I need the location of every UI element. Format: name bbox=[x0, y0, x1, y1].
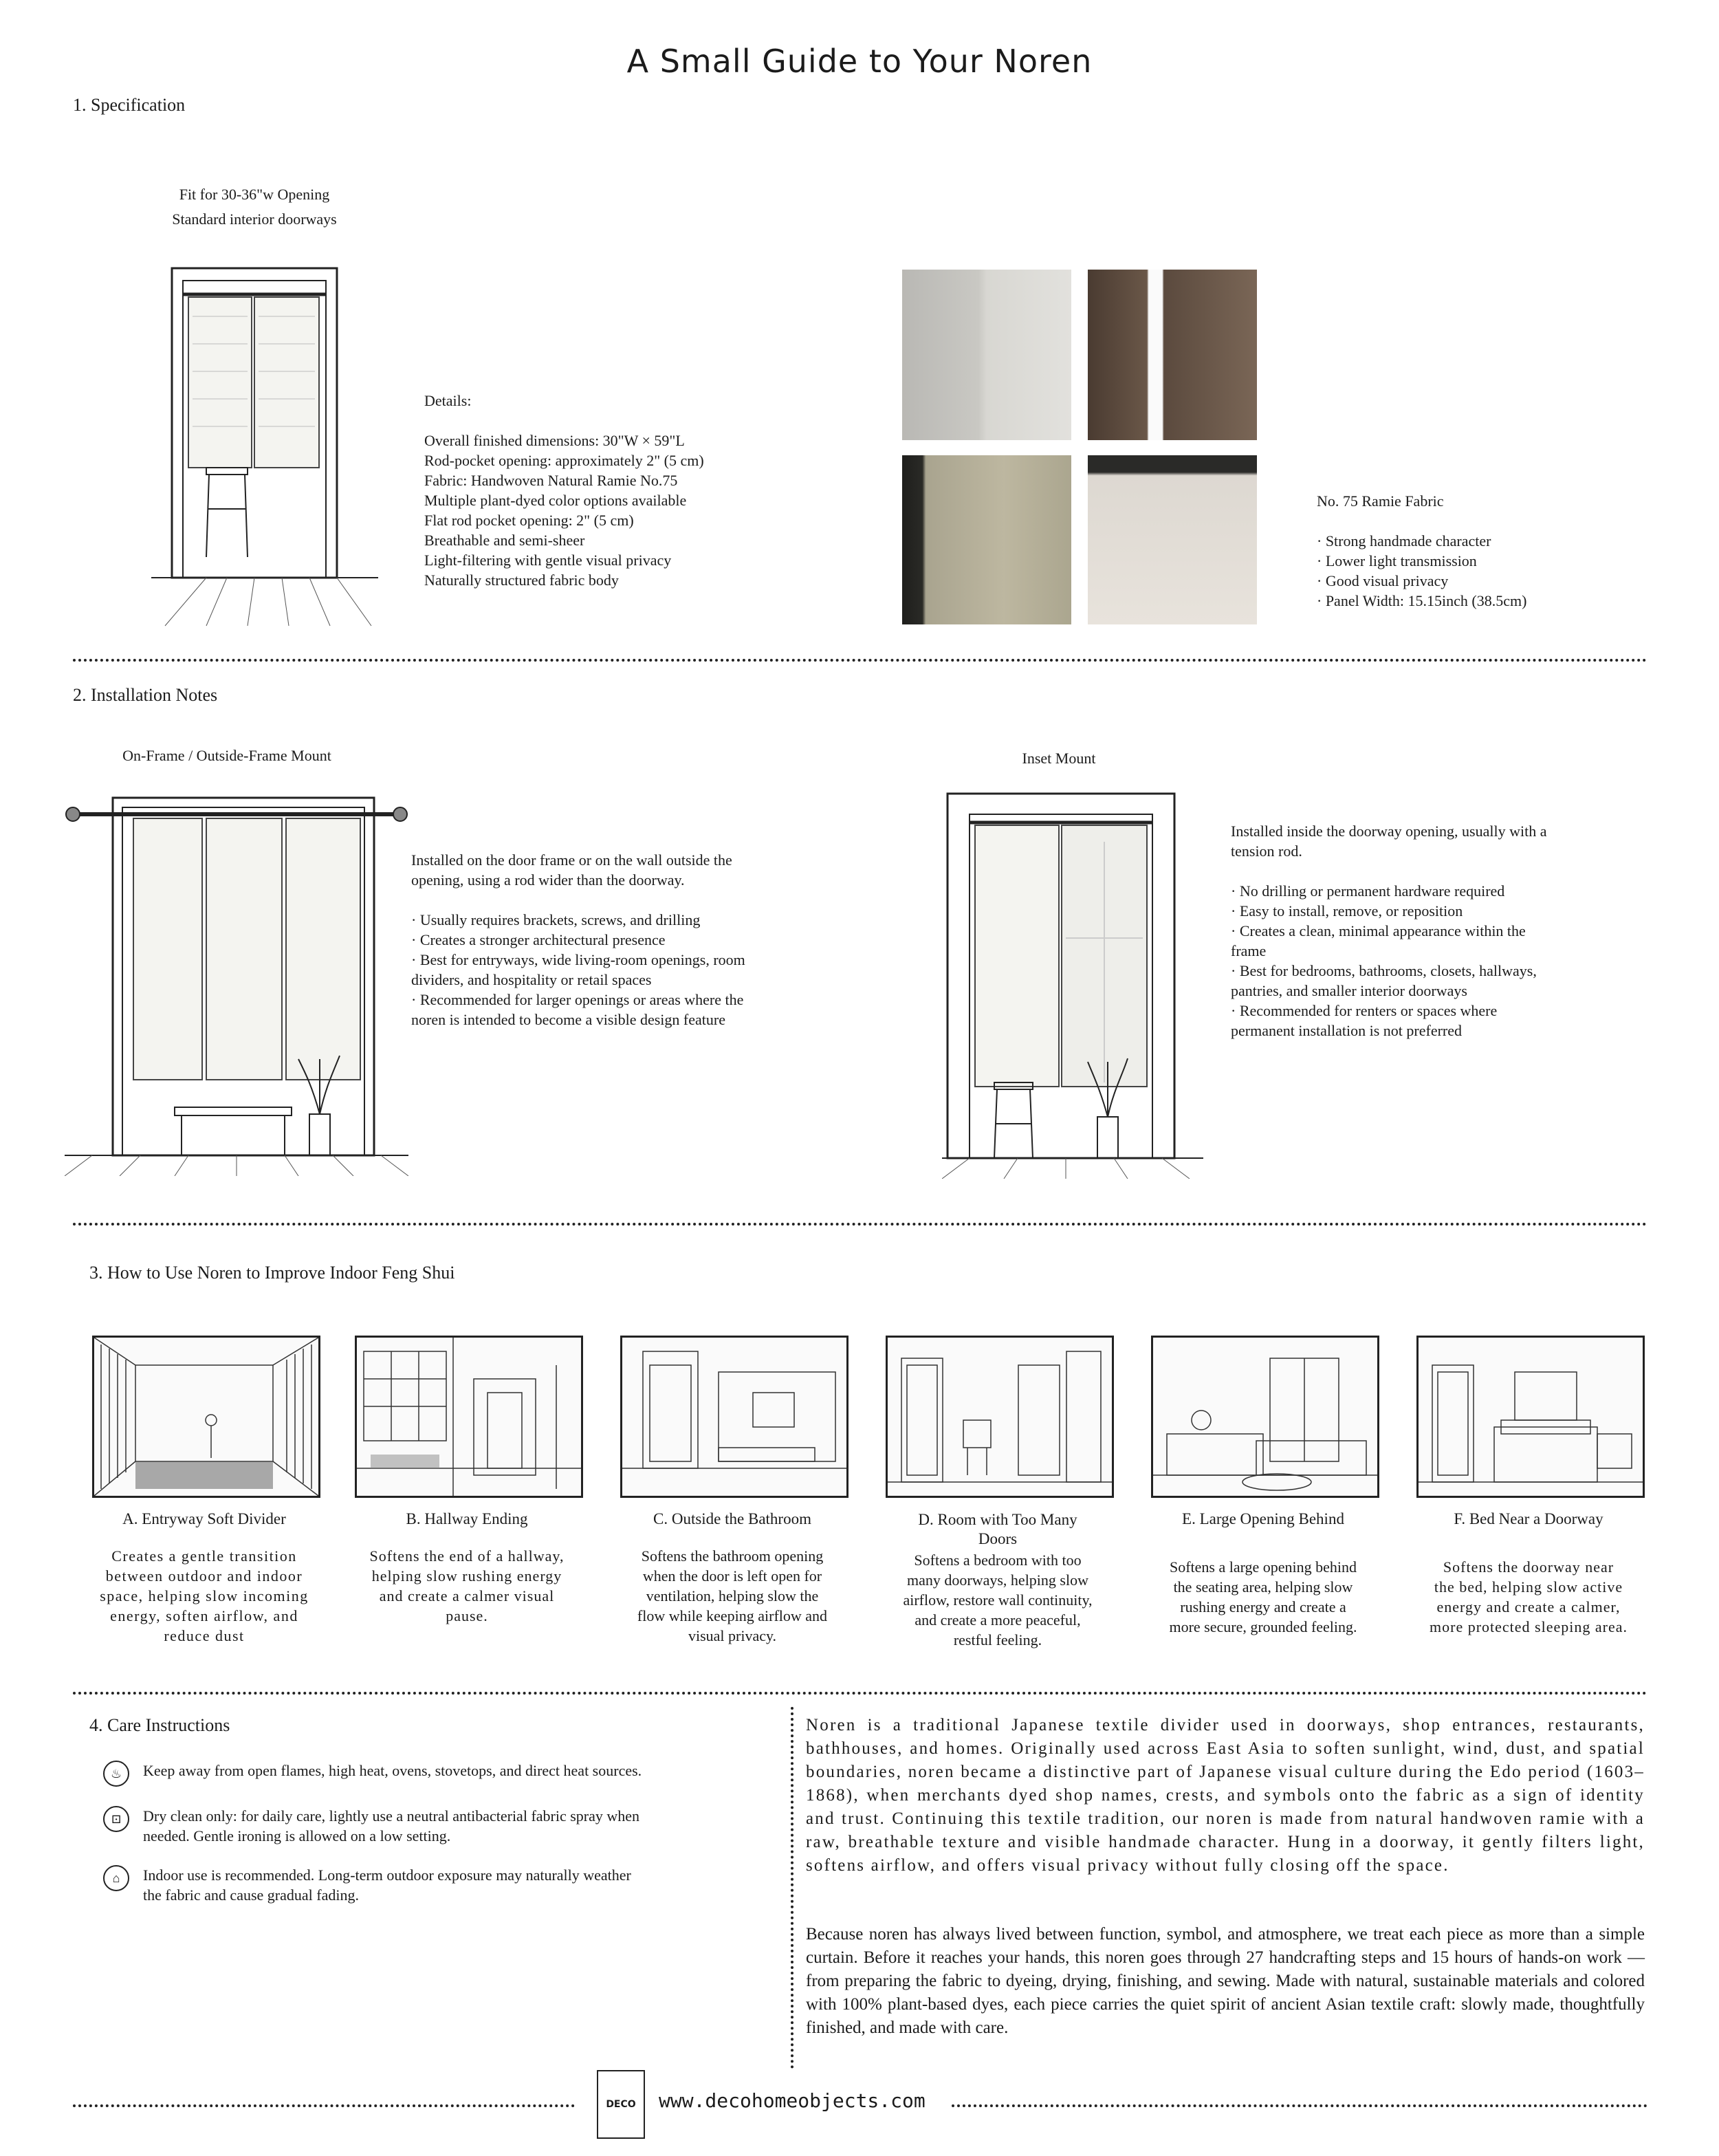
card-line: ventilation, helping slow the bbox=[646, 1587, 819, 1604]
card-line: Softens the end of a hallway, bbox=[369, 1547, 565, 1565]
details-item: Light-filtering with gentle visual privacy bbox=[424, 552, 672, 569]
scene-hallway bbox=[355, 1336, 583, 1498]
inset-description bbox=[1231, 821, 1546, 1041]
onframe-line: · Best for entryways, wide living-room openings, room bbox=[411, 951, 745, 968]
card-title: D. Room with Too Many Doors bbox=[918, 1511, 1077, 1547]
inset-line: · No drilling or permanent hardware required bbox=[1231, 882, 1505, 900]
care-item bbox=[103, 1806, 763, 1846]
fit-caption bbox=[138, 186, 371, 228]
onframe-title: On-Frame / Outside-Frame Mount bbox=[122, 747, 331, 764]
fabric-info bbox=[1317, 491, 1526, 611]
care-line: Dry clean only: for daily care, lightly use a neutral antibacterial fabric spray when bbox=[143, 1807, 640, 1825]
onframe-line: · Creates a stronger architectural presence bbox=[411, 931, 666, 948]
care-line: needed. Gentle ironing is allowed on a low setting. bbox=[143, 1827, 451, 1844]
feng-card-a bbox=[76, 1510, 333, 1646]
section-heading-installation: 2. Installation Notes bbox=[73, 685, 218, 705]
details-item: Flat rod pocket opening: 2" (5 cm) bbox=[424, 512, 634, 529]
inset-line: · Recommended for renters or spaces where bbox=[1231, 1002, 1498, 1019]
section-heading-care: 4. Care Instructions bbox=[89, 1715, 230, 1735]
details-item: Naturally structured fabric body bbox=[424, 571, 619, 589]
inset-line: pantries, and smaller interior doorways bbox=[1231, 982, 1467, 999]
details-item: Multiple plant-dyed color options available bbox=[424, 492, 687, 509]
card-line: Creates a gentle transition bbox=[111, 1547, 297, 1565]
feng-card-e bbox=[1135, 1510, 1392, 1637]
feng-card-c bbox=[604, 1510, 861, 1646]
fabric-point: · Panel Width: 15.15inch (38.5cm) bbox=[1317, 592, 1527, 609]
inset-line: tension rod. bbox=[1231, 842, 1302, 860]
card-title: B. Hallway Ending bbox=[406, 1510, 528, 1527]
card-line: helping slow rushing energy bbox=[371, 1567, 562, 1585]
inset-title: Inset Mount bbox=[1022, 750, 1096, 767]
divider bbox=[73, 659, 1647, 662]
fit-line-1: Fit for 30-36"w Opening bbox=[179, 186, 330, 203]
page-title: A Small Guide to Your Noren bbox=[626, 43, 1093, 80]
card-line: rushing energy and create a bbox=[1180, 1598, 1346, 1615]
card-line: visual privacy. bbox=[688, 1627, 777, 1644]
onframe-description bbox=[411, 850, 745, 1030]
scene-bed-doorway bbox=[1416, 1336, 1645, 1498]
card-line: space, helping slow incoming bbox=[100, 1587, 309, 1604]
fabric-swatch-natural bbox=[902, 270, 1071, 440]
details-item: Breathable and semi-sheer bbox=[424, 532, 585, 549]
flame-icon: ♨ bbox=[103, 1761, 129, 1787]
vertical-divider bbox=[791, 1707, 793, 2069]
card-title: E. Large Opening Behind bbox=[1182, 1510, 1344, 1527]
footer-divider-right bbox=[952, 2104, 1647, 2107]
details-block bbox=[424, 391, 704, 590]
fit-line-2: Standard interior doorways bbox=[172, 210, 337, 228]
section-heading-specification: 1. Specification bbox=[73, 95, 186, 115]
scene-bathroom bbox=[620, 1336, 848, 1498]
card-line: and create a calmer visual bbox=[379, 1587, 555, 1604]
inset-line: · Easy to install, remove, or reposition bbox=[1231, 902, 1463, 919]
card-line: between outdoor and indoor bbox=[105, 1567, 303, 1585]
card-title: C. Outside the Bathroom bbox=[653, 1510, 811, 1527]
details-item: Rod-pocket opening: approximately 2" (5 cm) bbox=[424, 452, 704, 469]
card-line: when the door is left open for bbox=[642, 1567, 822, 1585]
care-line: Keep away from open flames, high heat, ovens, stovetops, and direct heat sources. bbox=[143, 1762, 642, 1779]
feng-card-d bbox=[869, 1510, 1126, 1650]
card-line: more secure, grounded feeling. bbox=[1169, 1618, 1357, 1635]
details-item: Overall finished dimensions: 30"W × 59"L bbox=[424, 432, 685, 449]
about-paragraph-2: Because noren has always lived between function, symbol, and atmosphere, we treat each piece as more than a simple curtain. Before it reaches your hands, this noren goes through 27 handcrafting steps and 15 hours of hands-on work — from preparing the fabric to dyeing, drying, finishing, and sewing. Made with natural, sustainable materials and colored with 100% plant-based dyes, each piece carries the quiet spirit of ancient Asian textile craft: slowly made, thoughtfully finished, and made with care. bbox=[806, 1925, 1645, 2037]
card-line: Softens a large opening behind bbox=[1169, 1558, 1357, 1576]
inset-line: frame bbox=[1231, 942, 1267, 959]
card-line: many doorways, helping slow bbox=[907, 1571, 1088, 1589]
scene-many-doors bbox=[886, 1336, 1114, 1498]
onframe-line: noren is intended to become a visible design feature bbox=[411, 1011, 725, 1028]
care-line: the fabric and cause gradual fading. bbox=[143, 1886, 359, 1904]
indoor-icon: ⌂ bbox=[103, 1865, 129, 1891]
fabric-swatch-texture bbox=[902, 455, 1071, 624]
details-title: Details: bbox=[424, 392, 472, 409]
card-line: and create a more peaceful, bbox=[915, 1611, 1081, 1629]
onframe-line: · Recommended for larger openings or areas where the bbox=[411, 991, 744, 1008]
scene-entryway bbox=[92, 1336, 320, 1498]
footer-divider-left bbox=[73, 2104, 575, 2107]
inset-line: · Creates a clean, minimal appearance within the bbox=[1231, 922, 1526, 939]
scene-large-opening bbox=[1151, 1336, 1379, 1498]
fabric-title: No. 75 Ramie Fabric bbox=[1317, 492, 1444, 510]
details-item: Fabric: Handwoven Natural Ramie No.75 bbox=[424, 472, 678, 489]
feng-card-b bbox=[338, 1510, 595, 1626]
inset-line: · Best for bedrooms, bathrooms, closets, hallways, bbox=[1231, 962, 1537, 979]
inset-line: permanent installation is not preferred bbox=[1231, 1022, 1462, 1039]
fabric-point: · Strong handmade character bbox=[1317, 532, 1491, 549]
card-line: Softens the doorway near bbox=[1443, 1558, 1614, 1576]
section-heading-fengshui: 3. How to Use Noren to Improve Indoor Feng Shui bbox=[89, 1263, 455, 1283]
care-line: Indoor use is recommended. Long-term outdoor exposure may naturally weather bbox=[143, 1866, 631, 1884]
inset-illustration bbox=[942, 787, 1203, 1179]
fabric-point: · Good visual privacy bbox=[1317, 572, 1449, 589]
card-line: restful feeling. bbox=[953, 1631, 1042, 1648]
card-line: Softens a bedroom with too bbox=[914, 1551, 1082, 1569]
card-line: Softens the bathroom opening bbox=[641, 1547, 824, 1565]
fabric-swatch-brown bbox=[1088, 270, 1257, 440]
card-line: energy, soften airflow, and bbox=[110, 1607, 298, 1624]
onframe-line: Installed on the door frame or on the wall outside the bbox=[411, 851, 732, 869]
logo bbox=[597, 2070, 645, 2139]
logo-text: DECO bbox=[606, 2099, 636, 2110]
card-line: more protected sleeping area. bbox=[1430, 1618, 1628, 1635]
fabric-point: · Lower light transmission bbox=[1317, 552, 1477, 569]
card-title: F. Bed Near a Doorway bbox=[1454, 1510, 1603, 1527]
card-line: flow while keeping airflow and bbox=[637, 1607, 828, 1624]
about-paragraph-1: Noren is a traditional Japanese textile divider used in doorways, shop entrances, restaurants, bathhouses, and homes. Originally used across East Asia to soften sunlight, wind, dust, and spatial boundaries, noren became a distinctive part of Japanese visual culture during the Edo period (1603–1868), when merchants dyed shop names, crests, and symbols onto the fabric as a sign of identity and trust. Continuing this textile tradition, our noren is made from natural handwoven ramie with a raw, breathable texture and visible handmade character. Hung in a doorway, it gently filters light, softens airflow, and offers visual privacy without fully closing off the space. bbox=[806, 1716, 1645, 1875]
doorway-illustration bbox=[151, 261, 378, 633]
inset-line: Installed inside the doorway opening, usually with a bbox=[1231, 823, 1547, 840]
onframe-illustration bbox=[65, 784, 408, 1176]
onframe-line: dividers, and hospitality or retail spaces bbox=[411, 971, 652, 988]
onframe-line: · Usually requires brackets, screws, and drilling bbox=[411, 911, 701, 928]
card-line: reduce dust bbox=[164, 1627, 245, 1644]
card-title: A. Entryway Soft Divider bbox=[122, 1510, 286, 1527]
dry-clean-icon: ⊡ bbox=[103, 1806, 129, 1832]
card-line: airflow, restore wall continuity, bbox=[903, 1591, 1093, 1609]
card-line: energy and create a calmer, bbox=[1436, 1598, 1621, 1615]
care-item bbox=[103, 1761, 763, 1787]
care-list bbox=[103, 1761, 763, 1905]
care-item bbox=[103, 1865, 763, 1905]
card-line: the bed, helping slow active bbox=[1434, 1578, 1623, 1596]
footer-url[interactable]: www.decohomeobjects.com bbox=[659, 2089, 926, 2112]
fabric-swatch-hanging bbox=[1088, 455, 1257, 624]
feng-card-f bbox=[1400, 1510, 1657, 1637]
divider bbox=[73, 1223, 1647, 1226]
divider bbox=[73, 1692, 1647, 1695]
card-line: pause. bbox=[446, 1607, 488, 1624]
card-line: the seating area, helping slow bbox=[1173, 1578, 1353, 1596]
onframe-line: opening, using a rod wider than the doorway. bbox=[411, 871, 685, 889]
